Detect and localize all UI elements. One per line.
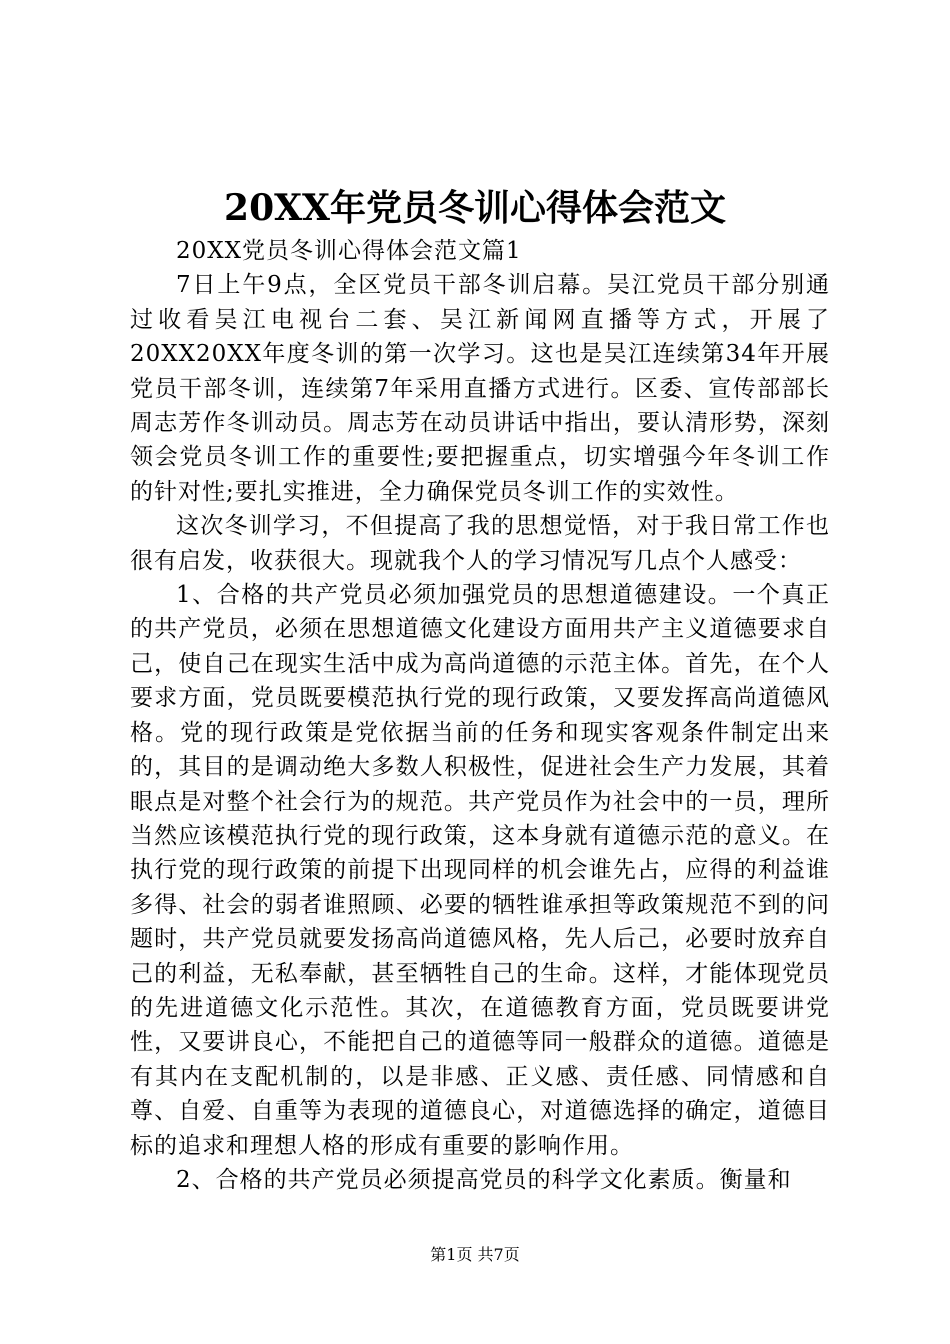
body-paragraph: 7日上午9点，全区党员干部冬训启幕。吴江党员干部分别通过收看吴江电视台二套、吴江新闻网直播等方式，开展了20XX20XX年度冬训的第一次学习。这也是吴江连续第34年开展党员干部冬训，连续第7年采用直播方式进行。区委、宣传部部长周志芳作冬训动员。周志芳在动员讲话中指出，要认清形势，深刻领会党员冬训工作的重要性;要把握重点，切实增强今年冬训工作的针对性;要扎实推进，全力确保党员冬训工作的实效性。 [130,272,830,505]
body-paragraph: 这次冬训学习，不但提高了我的思想觉悟，对于我日常工作也很有启发，收获很大。现就我个人的学习情况写几点个人感受： [130,513,830,574]
document-title: 20XX年党员冬训心得体会范文 [224,187,726,229]
page-footer: 第1页 共7页 [430,1245,520,1264]
body-paragraph: 2、合格的共产党员必须提高党员的科学文化素质。衡量和 [176,1166,792,1193]
document-body [130,234,830,1197]
section-heading: 20XX党员冬训心得体会范文篇1 [176,238,522,264]
body-paragraph: 1、合格的共产党员必须加强党员的思想道德建设。一个真正的共产党员，必须在思想道德文化建设方面用共产主义道德要求自己，使自己在现实生活中成为高尚道德的示范主体。首先，在个人要求方面，党员既要模范执行党的现行政策，又要发挥高尚道德风格。党的现行政策是党依据当前的任务和现实客观条件制定出来的，其目的是调动绝大多数人积极性，促进社会生产力发展，其着眼点是对整个社会行为的规范。共产党员作为社会中的一员，理所当然应该模范执行党的现行政策，这本身就有道德示范的意义。在执行党的现行政策的前提下出现同样的机会谁先占，应得的利益谁多得、社会的弱者谁照顾、必要的牺牲谁承担等政策规范不到的问题时，共产党员就要发扬高尚道德风格，先人后己，必要时放弃自己的利益，无私奉献，甚至牺牲自己的生命。这样，才能体现党员的先进道德文化示范性。其次，在道德教育方面，党员既要讲党性，又要讲良心，不能把自己的道德等同一般群众的道德。道德是有其内在支配机制的，以是非感、正义感、责任感、同情感和自尊、自爱、自重等为表现的道德良心，对道德选择的确定，道德目标的追求和理想人格的形成有重要的影响作用。 [130,582,830,1159]
